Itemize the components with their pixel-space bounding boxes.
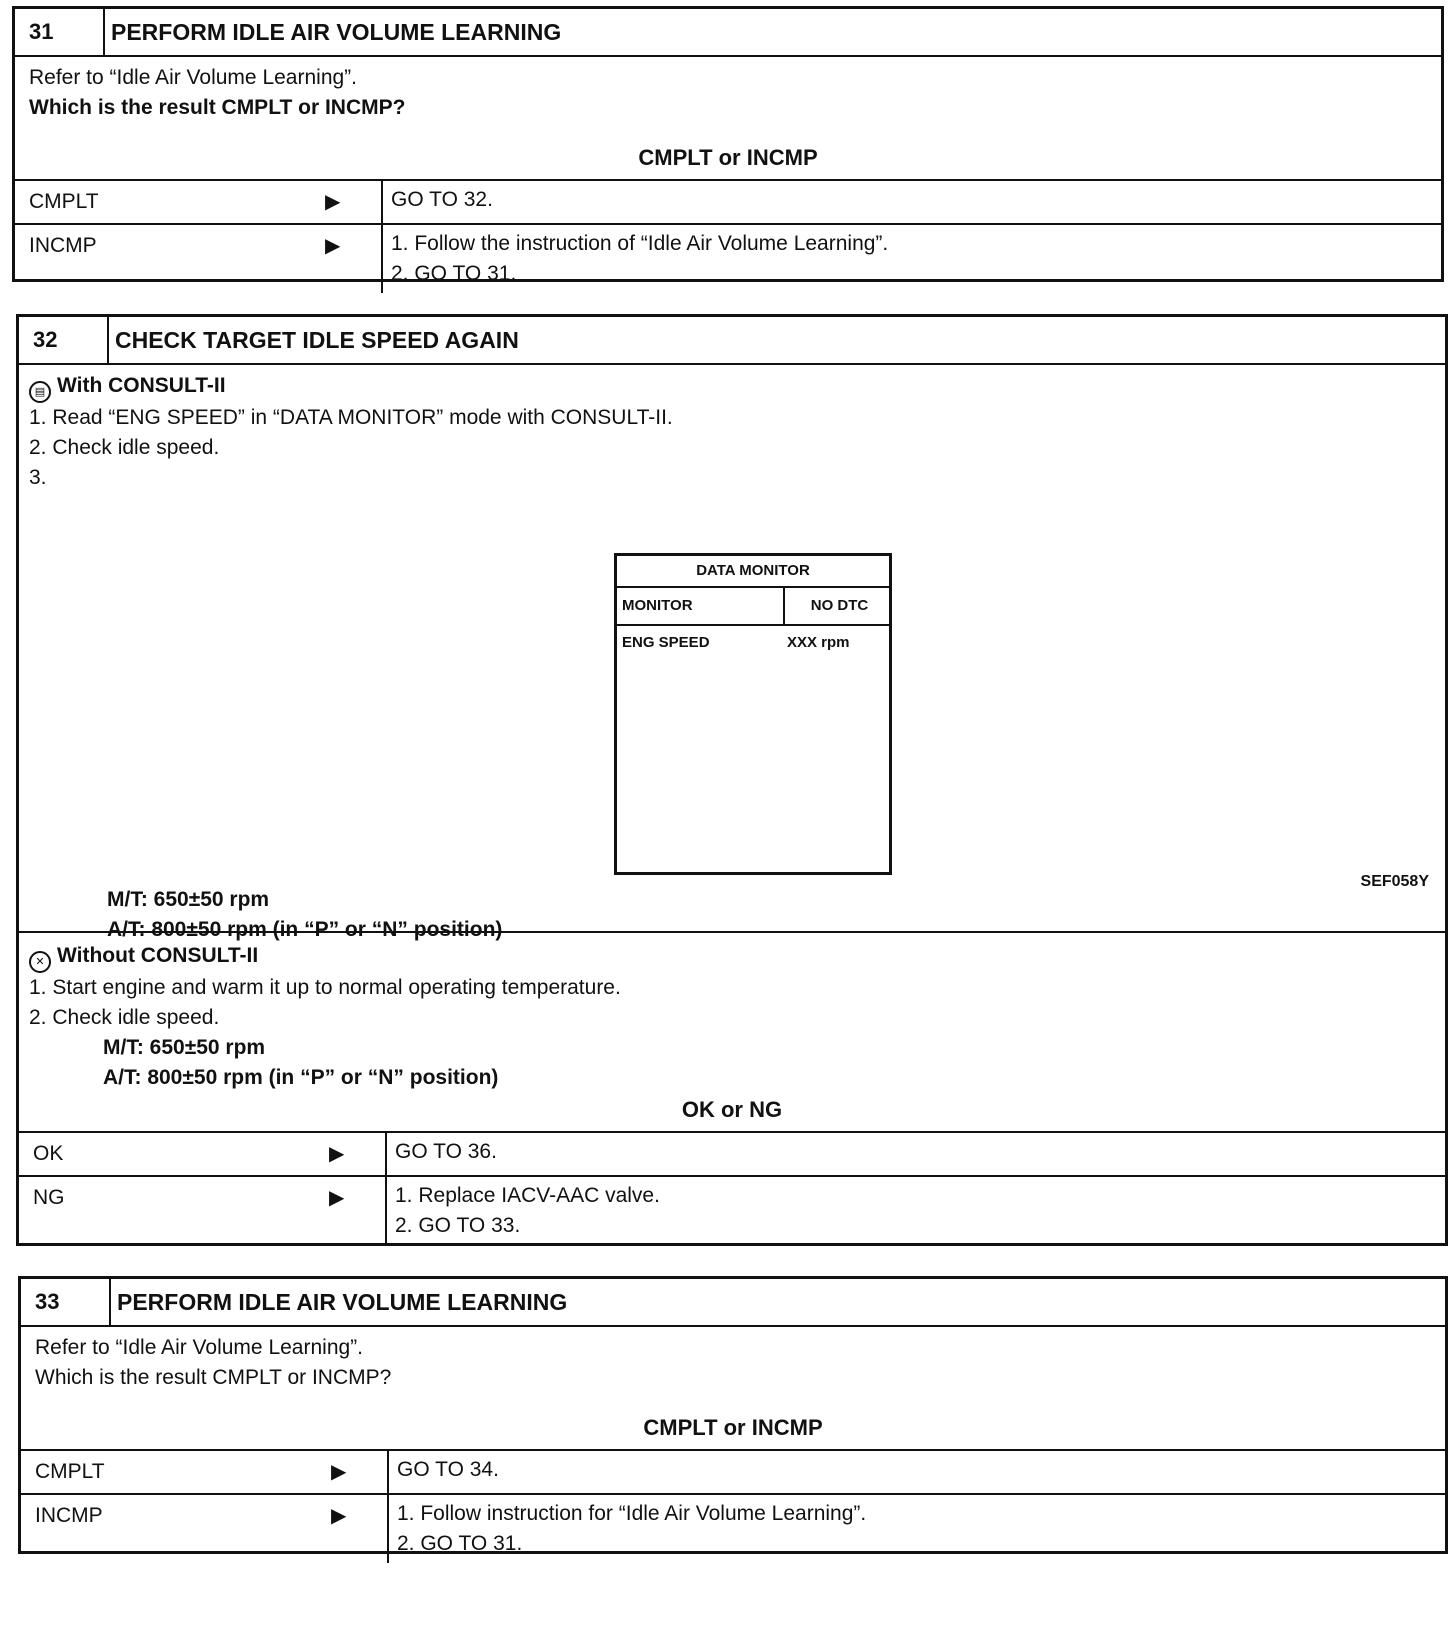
step-33-block [18, 1276, 1448, 1554]
result-action [387, 1451, 1445, 1493]
screen-title: DATA MONITOR [617, 556, 889, 588]
result-table [15, 181, 1441, 293]
action-line: 2. GO TO 33. [395, 1214, 521, 1237]
spec-at: A/T: 800±50 rpm (in “P” or “N” position) [103, 1066, 499, 1089]
step-line: 2. Check idle speed. [29, 436, 220, 459]
arrow-icon: ▶ [329, 1187, 345, 1209]
spec-at: A/T: 800±50 rpm (in “P” or “N” position) [107, 918, 503, 941]
step-title: PERFORM IDLE AIR VOLUME LEARNING [111, 18, 562, 45]
arrow-icon: ▶ [325, 235, 341, 257]
step-33-instructions [21, 1327, 1445, 1407]
result-action [381, 181, 1441, 223]
without-consult-text [19, 933, 1445, 1099]
result-row [21, 1495, 1445, 1563]
step-line: 1. Read “ENG SPEED” in “DATA MONITOR” mode with CONSULT-II. [29, 406, 673, 429]
step-32-header [19, 317, 1445, 365]
with-consult-icon: ▤ [29, 381, 51, 403]
step-31-header [15, 9, 1441, 57]
result-row [19, 1177, 1445, 1245]
step-31-block [12, 6, 1444, 285]
result-action [387, 1495, 1445, 1563]
step-title: PERFORM IDLE AIR VOLUME LEARNING [117, 1288, 568, 1315]
action-line: 1. Follow the instruction of “Idle Air Volume Learning”. [391, 232, 889, 255]
decision-heading: CMPLT or INCMP [21, 1407, 1445, 1451]
step-number: 31 [15, 9, 105, 55]
screen-header-row [617, 588, 889, 626]
result-label: INCMP [35, 1504, 103, 1527]
result-label: CMPLT [35, 1460, 105, 1483]
with-consult-text [19, 365, 1445, 499]
result-action [381, 225, 1441, 293]
result-row [19, 1133, 1445, 1177]
decision-heading: OK or NG [19, 1089, 1445, 1133]
arrow-icon: ▶ [325, 191, 341, 213]
action-line: 1. Follow instruction for “Idle Air Volume Learning”. [397, 1502, 867, 1525]
arrow-icon: ▶ [329, 1143, 345, 1165]
action-line: 1. Replace IACV-AAC valve. [395, 1184, 660, 1207]
step-31-instructions [15, 57, 1441, 137]
question-line: Which is the result CMPLT or INCMP? [29, 96, 406, 119]
result-action [385, 1133, 1445, 1175]
heading-text: Without CONSULT-II [57, 944, 259, 967]
without-consult-heading [29, 941, 1431, 973]
step-32-block [16, 314, 1448, 1246]
step-number: 32 [19, 317, 109, 363]
step-title: CHECK TARGET IDLE SPEED AGAIN [115, 326, 519, 353]
without-consult-section [19, 933, 1445, 1089]
result-label: OK [33, 1142, 64, 1165]
figure-code: SEF058Y [1360, 873, 1429, 890]
instruction-line: Refer to “Idle Air Volume Learning”. [35, 1336, 364, 1359]
action-line: GO TO 36. [395, 1140, 497, 1163]
arrow-icon: ▶ [331, 1461, 347, 1483]
question-line: Which is the result CMPLT or INCMP? [35, 1366, 392, 1389]
item-value: XXX rpm [787, 634, 850, 651]
spec-mt: M/T: 650±50 rpm [107, 888, 270, 911]
data-monitor-screen [614, 553, 892, 875]
spec-block [19, 885, 502, 945]
step-line: 3. [29, 466, 47, 489]
item-name: ENG SPEED [622, 634, 710, 651]
screen-data-row [617, 626, 889, 651]
result-label: CMPLT [29, 190, 99, 213]
result-table [21, 1451, 1445, 1563]
step-number: 33 [21, 1279, 111, 1325]
result-action [385, 1177, 1445, 1245]
action-line: 2. GO TO 31. [391, 262, 517, 285]
action-line: 2. GO TO 31. [397, 1532, 523, 1555]
result-label: INCMP [29, 234, 97, 257]
action-line: GO TO 34. [397, 1458, 499, 1481]
result-row [15, 225, 1441, 293]
decision-heading: CMPLT or INCMP [15, 137, 1441, 181]
action-line: GO TO 32. [391, 188, 493, 211]
result-row [15, 181, 1441, 225]
heading-text: With CONSULT-II [57, 374, 226, 397]
result-table [19, 1133, 1445, 1245]
step-33-header [21, 1279, 1445, 1327]
result-row [21, 1451, 1445, 1495]
no-dtc-label: NO DTC [810, 597, 869, 614]
without-consult-icon: ✕ [29, 951, 51, 973]
with-consult-section [19, 365, 1445, 941]
monitor-label: MONITOR [617, 588, 785, 624]
spec-mt: M/T: 650±50 rpm [103, 1036, 266, 1059]
with-consult-heading [29, 371, 1431, 403]
step-line: 2. Check idle speed. [29, 1006, 220, 1029]
result-label: NG [33, 1186, 65, 1209]
instruction-line: Refer to “Idle Air Volume Learning”. [29, 66, 358, 89]
arrow-icon: ▶ [331, 1505, 347, 1527]
step-line: 1. Start engine and warm it up to normal operating temperature. [29, 976, 621, 999]
